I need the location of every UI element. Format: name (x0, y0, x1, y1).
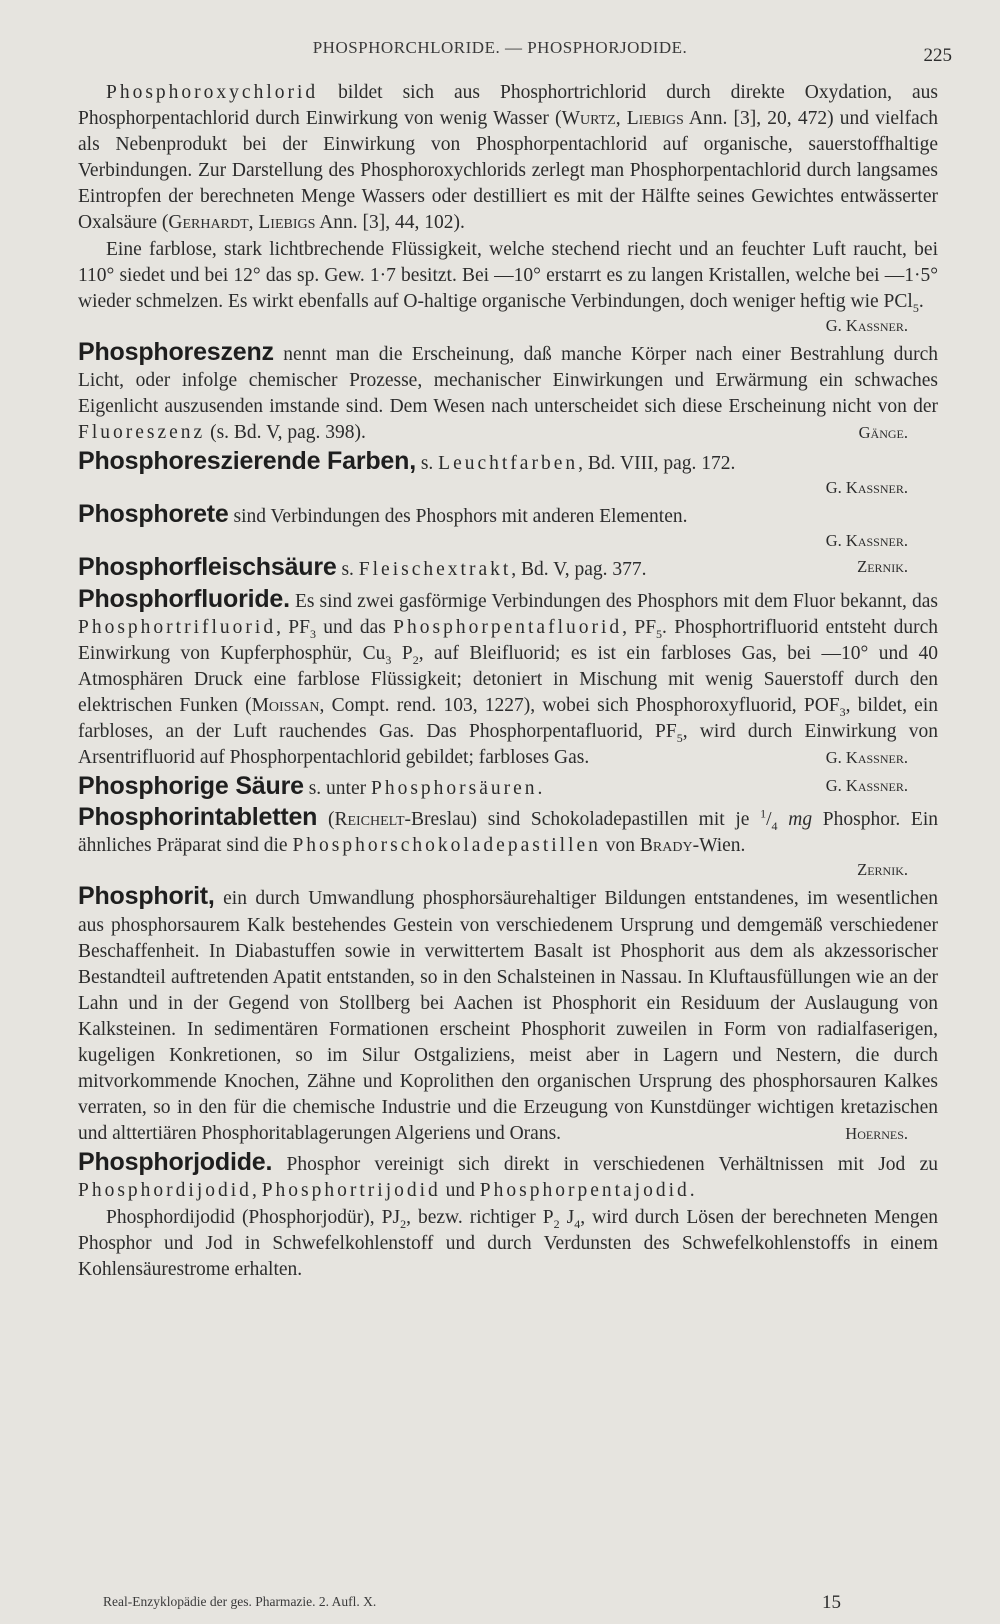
journal-citation: Liebigs (626, 108, 684, 130)
entry-text: nennt man die Erscheinung, daß manche Körper nach einer Bestrahlung durch Licht, oder infolge chemischer Prozesse, mechanischer Einwirkungen und Erwärmung ein schwaches Eigenlicht auszusenden imstande sind. Dem Wesen nach unterscheidet sich diese Erscheinung nicht von der (78, 343, 938, 418)
entry-text: ( (317, 809, 335, 831)
entry-paragraph (78, 554, 938, 583)
entry-paragraph (78, 501, 938, 530)
entry-text: , wird durch Lösen der berechneten Mengen Phosphor und Jod in Schwefelkohlenstoff und durch Verdunsten des Schwefelkohlenstoffs in einem Kohlensäurestrome erhalten. (78, 1206, 938, 1280)
entry-text: Ann. [3], 20, 472) und vielfach als Nebenprodukt bei der Einwirkung von Phosphorpentachlorid auf organische, sauerstoffhaltige Verbindungen. Zur Darstellung des Phosphoroxychlorids zerlegt man Phosphorpentachlorid durch langsames Eintropfen der berechneten Menge Wassers oder destilliert es mit der Hälfte seines Gewichtes entwässerter Oxalsäure ( (78, 108, 939, 234)
entry-paragraph (78, 804, 938, 859)
entry-text: Phosphor vereinigt sich direkt in verschiedenen Verhältnissen mit Jod zu (272, 1154, 938, 1176)
entry-paragraph (78, 448, 938, 477)
entry-text: Phosphor. Ein ähnliches Präparat sind die (78, 809, 939, 857)
entry-text: . Phosphortrifluorid entsteht durch Einwirkung von Kupferphosphür, Cu (78, 616, 938, 664)
entry-paragraph (78, 1149, 938, 1204)
entry-text: , bildet, ein farbloses, an der Luft rauchendes Gas. Das Phosphorpentafluorid, PF (78, 694, 938, 742)
entry-phosphoroxychlorid (78, 80, 938, 337)
entry-text: , bezw. richtiger P (406, 1206, 554, 1228)
subscript: 2 (400, 1216, 407, 1231)
running-title: PHOSPHORCHLORIDE. — PHOSPHORJODIDE. (312, 38, 688, 57)
entry-text: Es sind zwei gasförmige Verbindungen des Phosphors mit dem Fluor bekannt, das (289, 590, 938, 612)
entry-phosphorjodide (78, 1149, 938, 1282)
entry-phosphorintabletten (78, 804, 938, 881)
author-signature: G. Kassner. (825, 315, 908, 335)
journal-citation: Liebigs (258, 212, 316, 234)
entry-text: , Bd. V, pag. 377. (511, 559, 647, 581)
entry-text: ein durch Umwandlung phosphorsäurehaltiger Bildungen entstandenes, im wesentlichen aus phosphorsaurem Kalk bestehendes Gestein von verschiedenem Ursprung und demgemäß verschiedener Beschaffenheit. In Diabastuffen sowie in verwittertem Basalt ist Phosphorit aus dem als akzessorischer Bestandteil auftretenden Apatit entstanden, so in den Schalsteinen in Nassau. In Kluftausfüllungen wie an der Lahn und in der Gegend von Stollberg bei Aachen ist Phosphorit ein Residuum der Auslaugung von Kalksteinen. In sedimentären Formationen erscheint Phosphorit zuweilen in Form von radialfaserigen, kugeligen Konkretionen, so im Silur Ostgaliziens, meist aber in Lagern und Nestern, die durch mitvorkommende Knochen, Zähne und Koprolithen den organischen Ursprung des phosphorsauren Kalkes verraten, so in den für die chemische Industrie und die Erzeugung von Kunstdünger wichtigen kretazischen und alttertiären Phosphoritablagerungen Algeriens und Orans. (78, 888, 938, 1145)
unit-label: mg (788, 809, 813, 831)
entry-text: , (615, 108, 627, 130)
entry-text: , Bd. VIII, pag. 172. (578, 453, 736, 475)
entry-paragraph (78, 339, 938, 446)
footer-source: Real-Enzyklopädie der ges. Pharmazie. 2. Aufl. X. (103, 1594, 377, 1609)
entry-paragraph (78, 773, 938, 802)
entry-text: , PF (622, 616, 657, 638)
entry-text: , (248, 212, 259, 234)
subscript: 3 (385, 652, 392, 667)
page-body (78, 78, 938, 1283)
entry-text: s. (415, 453, 439, 475)
author-signature: G. Kassner. (825, 531, 908, 551)
entry-text: . (689, 1180, 695, 1202)
sheet-number: 15 (822, 1592, 841, 1613)
entry-headword: Phosphorfleischsäure (78, 553, 337, 582)
author-signature: Zernik. (857, 557, 908, 577)
cross-reference: Fluoreszenz (78, 422, 206, 444)
entry-text: , Compt. rend. 103, 1227), wobei sich Phosphoroxyfluorid, POF (319, 694, 840, 716)
entry-text: , (251, 1180, 262, 1202)
entry-text: (s. Bd. V, pag. 398). (205, 422, 366, 444)
entry-headword: Phosphorete (78, 500, 229, 529)
author-signature: G. Kassner. (825, 748, 908, 768)
entry-headword: Phosphorjodide. (78, 1148, 273, 1177)
author-signature: Zernik. (857, 860, 908, 880)
fraction: $^1/_4$ (760, 806, 778, 834)
entry-paragraph (78, 237, 938, 315)
entry-phosphorige-saeure (78, 773, 938, 802)
subscript: 3 (839, 704, 846, 719)
entry-text: und das (315, 616, 394, 638)
subscript: 5 (656, 626, 663, 641)
entry-text: , wird durch Einwirkung von Arsentrifluorid auf Phosphorpentachlorid gebildet; farbloses Gas. (78, 720, 939, 769)
entry-text: -Wien. (692, 835, 746, 857)
author-signature: G. Kassner. (825, 776, 908, 796)
entry-headword: Phosphorfluoride. (78, 584, 290, 613)
manufacturer-name: Brady (639, 835, 693, 857)
fraction-numerator: 1 (760, 806, 767, 821)
entry-phosphoreszierende-farben (78, 448, 938, 499)
entry-paragraph (78, 1205, 938, 1283)
subscript: 5 (676, 730, 683, 745)
fraction-denominator: 4 (771, 819, 778, 834)
author-signature: Hoernes. (845, 1124, 908, 1144)
entry-text: von (600, 835, 640, 857)
page-number: 225 (923, 45, 952, 66)
entry-text: s. unter (303, 778, 371, 800)
entry-paragraph (78, 80, 938, 237)
subscript: 5 (912, 300, 919, 315)
subscript: 2 (412, 652, 419, 667)
cross-reference: Leuchtfarben (438, 453, 579, 475)
entry-text: . (537, 778, 543, 800)
compound-name: Phosphortrifluorid (78, 616, 277, 638)
entry-text: bildet sich aus Phosphortrichlorid durch direkte Oxydation, aus Phosphorpentachlorid durch Einwirkung von wenig Wasser ( (78, 82, 938, 130)
author-citation: Wurtz (561, 108, 616, 130)
entry-term: Phosphoroxychlorid (106, 82, 319, 103)
entry-paragraph (78, 586, 938, 772)
cross-reference: Phosphorschokoladepastillen (292, 835, 601, 857)
entry-headword: Phosphoreszierende Farben, (78, 447, 416, 476)
subscript: 2 (553, 1216, 560, 1231)
entry-text: sind Verbindungen des Phosphors mit anderen Elementen. (228, 506, 688, 528)
compound-name: Phosphortrijodid (261, 1180, 441, 1202)
cross-reference: Fleischextrakt (358, 559, 512, 581)
compound-name: Phosphordijodid (78, 1180, 252, 1202)
entry-headword: Phosphorintabletten (78, 803, 318, 832)
entry-paragraph (78, 883, 938, 1147)
subscript: 4 (574, 1216, 581, 1231)
subscript: 3 (309, 626, 316, 641)
author-citation: Moissan (251, 694, 320, 716)
entry-headword: Phosphorit, (78, 882, 215, 911)
entry-phosphorete (78, 501, 938, 552)
entry-phosphoreszenz (78, 339, 938, 446)
entry-headword: Phosphoreszenz (78, 337, 274, 366)
compound-name: Phosphorpentajodid (479, 1180, 690, 1202)
entry-text: s. (336, 559, 359, 581)
manufacturer-name: Reichelt (334, 809, 405, 831)
entry-text: und (440, 1180, 480, 1202)
entry-phosphorfleischsaeure (78, 554, 938, 583)
entry-text: Eine farblose, stark lichtbrechende Flüssigkeit, welche stechend riecht und an feuchter Luft raucht, bei 110° siedet und bei 12° das sp. Gew. 1·7 besitzt. Bei —10° erstarrt es zu langen Kristallen, welche bei —1·5° wieder schmelzen. Es wirkt ebenfalls auf O-haltige organische Verbindungen, doch weniger heftig wie PCl (78, 238, 938, 312)
entry-text: . (918, 290, 924, 312)
entry-text: J (559, 1206, 575, 1228)
author-citation: Gerhardt (168, 212, 249, 234)
entry-text: Ann. [3], 44, 102). (315, 212, 465, 234)
entry-text: , auf Bleifluorid; es ist ein farbloses Gas, bei —10° und 40 Atmosphären Druck eine farblose Flüssigkeit; detoniert in Mischung mit wenig Sauerstoff durch den elektrischen Funken ( (78, 642, 938, 716)
entry-text: Phosphordijodid (Phosphorjodür), PJ (106, 1206, 401, 1228)
entry-phosphorit (78, 883, 938, 1147)
entry-text: P (391, 642, 413, 664)
author-signature: G. Kassner. (825, 478, 908, 498)
entry-phosphorfluoride (78, 586, 938, 772)
entry-text: -Breslau) sind Schokoladepastillen mit je (404, 809, 761, 831)
entry-headword: Phosphorige Säure (78, 772, 304, 801)
compound-name: Phosphorpentafluorid (393, 616, 623, 638)
entry-text: , PF (276, 616, 310, 638)
cross-reference: Phosphorsäuren (370, 778, 538, 800)
author-signature: Gänge. (858, 423, 908, 443)
